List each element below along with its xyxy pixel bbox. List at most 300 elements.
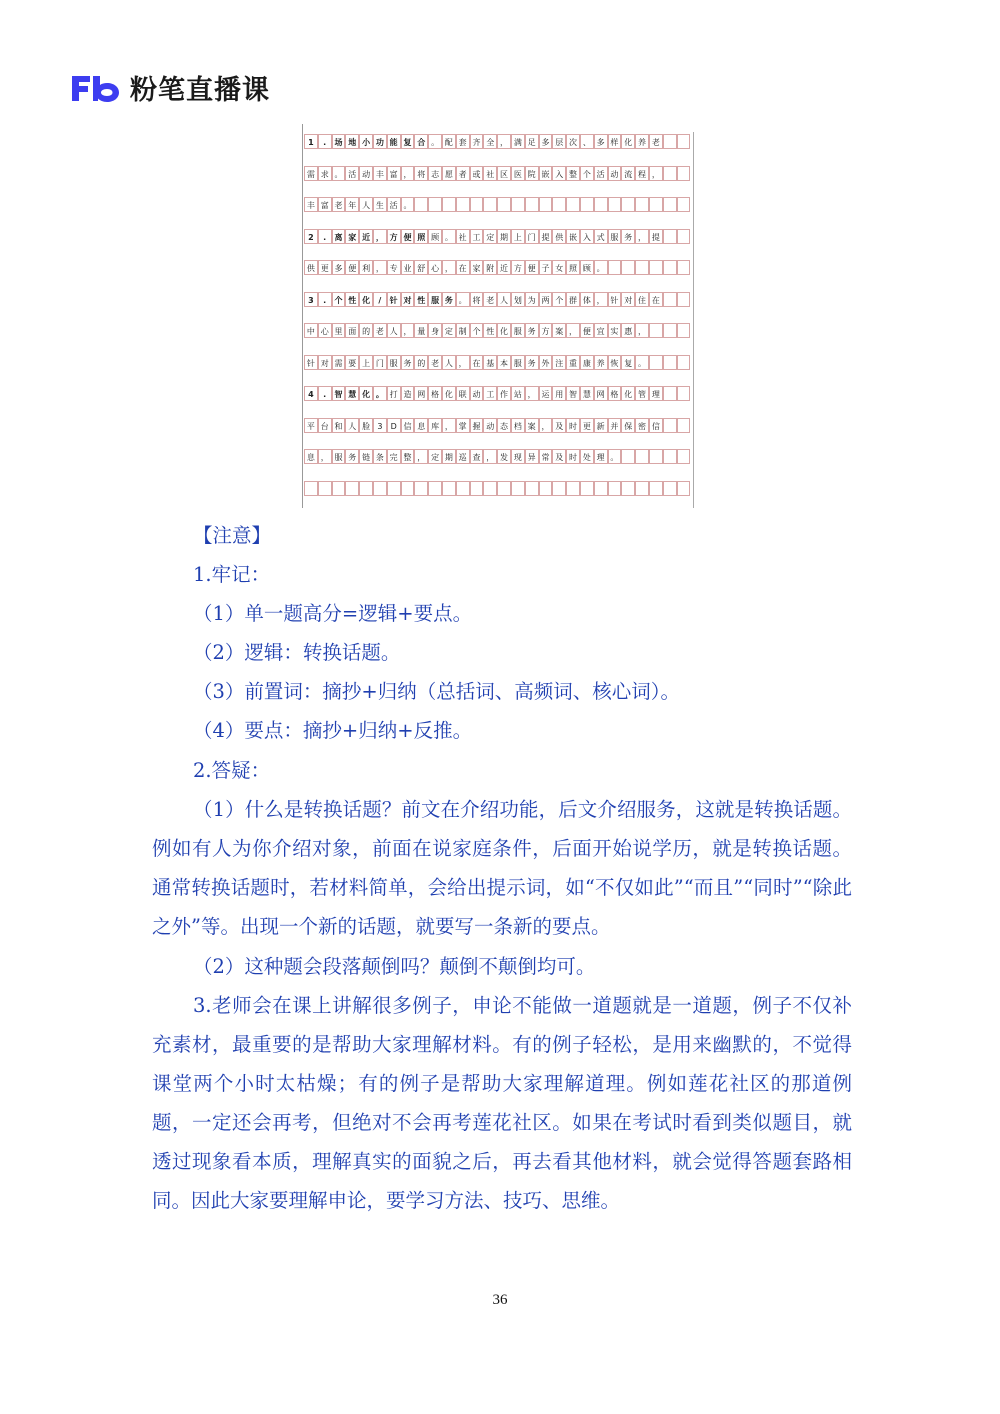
sheet-cell: 富 bbox=[387, 166, 401, 181]
sheet-cell: D bbox=[387, 418, 401, 433]
sheet-cell: 家 bbox=[345, 229, 359, 244]
sheet-cell bbox=[608, 481, 622, 496]
sheet-cell: 服 bbox=[608, 229, 622, 244]
sheet-cell: 需 bbox=[332, 355, 346, 370]
sheet-cell: 。 bbox=[428, 134, 442, 149]
sheet-cell bbox=[621, 260, 635, 275]
sheet-cell bbox=[663, 197, 677, 212]
sheet-cell: 保 bbox=[621, 418, 635, 433]
sheet-cell: 配 bbox=[442, 134, 456, 149]
sheet-cell: 化 bbox=[442, 386, 456, 401]
notes-title: 【注意】 bbox=[193, 524, 272, 547]
sheet-cell: 女 bbox=[552, 260, 566, 275]
sheet-cell: ， bbox=[401, 323, 415, 338]
sheet-cell bbox=[511, 481, 525, 496]
sheet-cell: 及 bbox=[552, 449, 566, 464]
sheet-cell bbox=[663, 386, 677, 401]
sheet-cell bbox=[677, 134, 691, 149]
sheet-row bbox=[304, 355, 692, 371]
sheet-cell: 性 bbox=[414, 292, 428, 307]
sheet-cell: 人 bbox=[345, 418, 359, 433]
sheet-cell: 务 bbox=[442, 292, 456, 307]
sheet-cell: 4 bbox=[304, 386, 318, 401]
sheet-cell: 心 bbox=[318, 323, 332, 338]
sheet-cell: 整 bbox=[566, 166, 580, 181]
sheet-cell bbox=[663, 323, 677, 338]
sheet-cell bbox=[663, 134, 677, 149]
sheet-cell: 老 bbox=[483, 292, 497, 307]
sheet-cell: 附 bbox=[483, 260, 497, 275]
sheet-cell: 信 bbox=[401, 418, 415, 433]
sheet-cell: 子 bbox=[539, 260, 553, 275]
sheet-cell: 智 bbox=[566, 386, 580, 401]
sheet-cell bbox=[677, 197, 691, 212]
sheet-cell: 里 bbox=[332, 323, 346, 338]
sheet-cell: 恢 bbox=[608, 355, 622, 370]
sheet-cell: 对 bbox=[401, 292, 415, 307]
sheet-cell: 个 bbox=[470, 323, 484, 338]
sheet-cell bbox=[387, 481, 401, 496]
sheet-cell bbox=[566, 197, 580, 212]
sheet-cell: 为 bbox=[525, 292, 539, 307]
sheet-cell: 。 bbox=[332, 166, 346, 181]
sheet-cell: 条 bbox=[373, 449, 387, 464]
sheet-cell: 求 bbox=[318, 166, 332, 181]
sheet-cell: 近 bbox=[359, 229, 373, 244]
sheet-cell: / bbox=[373, 292, 387, 307]
sheet-cell bbox=[621, 481, 635, 496]
sheet-cell bbox=[594, 197, 608, 212]
sheet-cell: 案 bbox=[552, 323, 566, 338]
sheet-cell: 息 bbox=[304, 449, 318, 464]
sheet-cell: 造 bbox=[401, 386, 415, 401]
sheet-left-border bbox=[302, 124, 303, 508]
sheet-cell: 活 bbox=[387, 197, 401, 212]
sheet-cell: 社 bbox=[483, 166, 497, 181]
sheet-cell: 制 bbox=[456, 323, 470, 338]
sheet-cell: 便 bbox=[525, 260, 539, 275]
sheet-cell: 小 bbox=[359, 134, 373, 149]
sheet-cell: 养 bbox=[594, 355, 608, 370]
sheet-cell: 身 bbox=[428, 323, 442, 338]
sheet-row bbox=[304, 386, 692, 402]
sheet-cell: 处 bbox=[580, 449, 594, 464]
sheet-cell: 台 bbox=[318, 418, 332, 433]
sheet-cell bbox=[483, 197, 497, 212]
sheet-cell: 复 bbox=[621, 355, 635, 370]
sheet-cell: 老 bbox=[332, 197, 346, 212]
sheet-cell: 整 bbox=[401, 449, 415, 464]
sheet-cell: 多 bbox=[332, 260, 346, 275]
sheet-cell: 的 bbox=[359, 323, 373, 338]
sheet-cell bbox=[649, 260, 663, 275]
sheet-cell: 提 bbox=[539, 229, 553, 244]
sheet-cell: 外 bbox=[539, 355, 553, 370]
sheet-cell: 愿 bbox=[442, 166, 456, 181]
sheet-cell: . bbox=[318, 292, 332, 307]
sheet-cell: 。 bbox=[456, 292, 470, 307]
sheet-cell: 复 bbox=[401, 134, 415, 149]
sheet-cell: 供 bbox=[304, 260, 318, 275]
sheet-cell: 地 bbox=[345, 134, 359, 149]
sheet-cell: 服 bbox=[387, 355, 401, 370]
sheet-cell: ， bbox=[635, 323, 649, 338]
sheet-cell: 巡 bbox=[456, 449, 470, 464]
sheet-cell: 针 bbox=[304, 355, 318, 370]
sheet-cell bbox=[594, 481, 608, 496]
sheet-cell bbox=[442, 481, 456, 496]
sheet-cell bbox=[608, 260, 622, 275]
sheet-cell: 联 bbox=[456, 386, 470, 401]
sheet-cell: 务 bbox=[345, 449, 359, 464]
sheet-cell bbox=[552, 481, 566, 496]
sheet-cell: 更 bbox=[318, 260, 332, 275]
sheet-cell: 3 bbox=[304, 292, 318, 307]
sheet-cell: 将 bbox=[470, 292, 484, 307]
sheet-cell: 现 bbox=[511, 449, 525, 464]
note-item-1-1: （1）单一题高分=逻辑+要点。 bbox=[193, 602, 473, 625]
sheet-cell bbox=[414, 481, 428, 496]
sheet-cell bbox=[428, 197, 442, 212]
sheet-cell: 样 bbox=[608, 134, 622, 149]
sheet-cell bbox=[649, 355, 663, 370]
sheet-cell: 心 bbox=[428, 260, 442, 275]
sheet-row bbox=[304, 481, 692, 497]
sheet-cell bbox=[649, 449, 663, 464]
sheet-cell: ， bbox=[594, 292, 608, 307]
sheet-cell: 3 bbox=[373, 418, 387, 433]
sheet-cell bbox=[663, 418, 677, 433]
sheet-cell: 2 bbox=[304, 229, 318, 244]
sheet-cell: 和 bbox=[332, 418, 346, 433]
sheet-cell: ， bbox=[318, 449, 332, 464]
sheet-cell: 满 bbox=[511, 134, 525, 149]
sheet-cell: 务 bbox=[525, 323, 539, 338]
sheet-cell: 个 bbox=[332, 292, 346, 307]
sheet-cell: 场 bbox=[332, 134, 346, 149]
sheet-row bbox=[304, 418, 692, 434]
sheet-cell bbox=[345, 481, 359, 496]
sheet-cell: ， bbox=[414, 449, 428, 464]
sheet-cell bbox=[442, 197, 456, 212]
sheet-cell bbox=[580, 481, 594, 496]
sheet-cell: 利 bbox=[359, 260, 373, 275]
sheet-cell: 康 bbox=[580, 355, 594, 370]
sheet-cell: 理 bbox=[594, 449, 608, 464]
sheet-cell: 在 bbox=[649, 292, 663, 307]
sheet-row bbox=[304, 166, 692, 182]
sheet-cell: 医 bbox=[511, 166, 525, 181]
note-item-1-3: （3）前置词：摘抄+归纳（总括词、高频词、核心词）。 bbox=[193, 680, 680, 703]
fenbi-logo-icon bbox=[70, 73, 122, 103]
sheet-cell: 式 bbox=[594, 229, 608, 244]
sheet-cell: 宜 bbox=[594, 323, 608, 338]
sheet-cell: 性 bbox=[483, 323, 497, 338]
sheet-cell: ， bbox=[566, 323, 580, 338]
sheet-cell: 方 bbox=[387, 229, 401, 244]
sheet-cell: 务 bbox=[525, 355, 539, 370]
sheet-cell: 方 bbox=[511, 260, 525, 275]
sheet-cell: 志 bbox=[428, 166, 442, 181]
sheet-cell: 。 bbox=[401, 197, 415, 212]
sheet-cell: 作 bbox=[497, 386, 511, 401]
sheet-cell: 便 bbox=[345, 260, 359, 275]
sheet-cell: 格 bbox=[428, 386, 442, 401]
sheet-cell: ， bbox=[635, 229, 649, 244]
sheet-cell: 动 bbox=[483, 418, 497, 433]
sheet-cell: 理 bbox=[649, 386, 663, 401]
sheet-cell: 库 bbox=[428, 418, 442, 433]
sheet-cell: 舒 bbox=[414, 260, 428, 275]
sheet-cell bbox=[621, 197, 635, 212]
sheet-cell bbox=[525, 481, 539, 496]
brand-logo bbox=[70, 68, 270, 107]
sheet-cell bbox=[663, 449, 677, 464]
note-item-2: 2.答疑： bbox=[193, 759, 271, 782]
sheet-cell: 老 bbox=[428, 355, 442, 370]
sheet-cell: 门 bbox=[525, 229, 539, 244]
note-item-1-2: （2）逻辑：转换话题。 bbox=[193, 641, 401, 664]
sheet-cell: 上 bbox=[359, 355, 373, 370]
sheet-cell: 性 bbox=[345, 292, 359, 307]
sheet-cell bbox=[456, 197, 470, 212]
sheet-cell: ， bbox=[373, 260, 387, 275]
sheet-right-border bbox=[693, 132, 694, 508]
sheet-cell: 功 bbox=[373, 134, 387, 149]
sheet-cell: ， bbox=[525, 386, 539, 401]
sheet-cell: 门 bbox=[373, 355, 387, 370]
sheet-cell: 专 bbox=[387, 260, 401, 275]
sheet-cell: 化 bbox=[359, 292, 373, 307]
sheet-cell: 多 bbox=[594, 134, 608, 149]
sheet-cell: . bbox=[318, 134, 332, 149]
sheet-row bbox=[304, 134, 692, 150]
sheet-cell: 人 bbox=[442, 355, 456, 370]
sheet-cell: 信 bbox=[649, 418, 663, 433]
sheet-cell: 针 bbox=[387, 292, 401, 307]
sheet-cell: 对 bbox=[318, 355, 332, 370]
sheet-cell bbox=[401, 481, 415, 496]
sheet-cell bbox=[470, 481, 484, 496]
sheet-cell bbox=[649, 323, 663, 338]
sheet-cell: 时 bbox=[566, 449, 580, 464]
sheet-cell bbox=[332, 481, 346, 496]
sheet-cell: 化 bbox=[359, 386, 373, 401]
sheet-cell: 院 bbox=[525, 166, 539, 181]
sheet-cell: 量 bbox=[414, 323, 428, 338]
sheet-cell: 时 bbox=[566, 418, 580, 433]
sheet-cell: ， bbox=[442, 418, 456, 433]
sheet-cell: 流 bbox=[621, 166, 635, 181]
sheet-cell: 工 bbox=[470, 229, 484, 244]
sheet-cell: 发 bbox=[497, 449, 511, 464]
sheet-cell: 网 bbox=[414, 386, 428, 401]
sheet-cell: 动 bbox=[359, 166, 373, 181]
sheet-cell bbox=[663, 481, 677, 496]
sheet-cell: 化 bbox=[497, 323, 511, 338]
sheet-cell: 网 bbox=[594, 386, 608, 401]
sheet-cell: 入 bbox=[580, 229, 594, 244]
sheet-cell: 嵌 bbox=[566, 229, 580, 244]
sheet-cell bbox=[304, 481, 318, 496]
sheet-cell bbox=[539, 481, 553, 496]
sheet-cell bbox=[511, 197, 525, 212]
sheet-cell bbox=[483, 481, 497, 496]
sheet-cell: 能 bbox=[387, 134, 401, 149]
sheet-cell: 重 bbox=[566, 355, 580, 370]
sheet-cell: 本 bbox=[497, 355, 511, 370]
sheet-cell: 供 bbox=[552, 229, 566, 244]
sheet-cell: 慧 bbox=[580, 386, 594, 401]
sheet-cell: 多 bbox=[539, 134, 553, 149]
sheet-cell: 生 bbox=[373, 197, 387, 212]
sheet-cell: 链 bbox=[359, 449, 373, 464]
sheet-cell: 个 bbox=[580, 166, 594, 181]
sheet-cell: 个 bbox=[552, 292, 566, 307]
sheet-cell bbox=[580, 197, 594, 212]
sheet-cell: 群 bbox=[566, 292, 580, 307]
sheet-cell: 上 bbox=[511, 229, 525, 244]
sheet-cell bbox=[318, 481, 332, 496]
sheet-cell: 平 bbox=[304, 418, 318, 433]
sheet-cell: 便 bbox=[580, 323, 594, 338]
sheet-cell bbox=[677, 166, 691, 181]
sheet-cell: ， bbox=[373, 229, 387, 244]
sheet-cell: 活 bbox=[345, 166, 359, 181]
note-item-2-1: （1）什么是转换话题？前文在介绍功能，后文介绍服务，这就是转换话题。例如有人为你介绍对象，前面在说家庭条件，后面开始说学历，就是转换话题。通常转换话题时，若材料简单，会给出提示词，如“不仅如此”“而且”“同时”“除此之外”等。出现一个新的话题，就要写一条新的要点。 bbox=[152, 798, 852, 938]
sheet-cell: 惠 bbox=[621, 323, 635, 338]
sheet-cell: 面 bbox=[345, 323, 359, 338]
sheet-cell: 或 bbox=[470, 166, 484, 181]
sheet-cell: 格 bbox=[608, 386, 622, 401]
sheet-cell: 智 bbox=[332, 386, 346, 401]
sheet-cell: 人 bbox=[387, 323, 401, 338]
sheet-cell: ， bbox=[649, 166, 663, 181]
sheet-cell: 离 bbox=[332, 229, 346, 244]
sheet-cell: ， bbox=[442, 260, 456, 275]
sheet-cell: 顾 bbox=[580, 260, 594, 275]
sheet-cell: 异 bbox=[525, 449, 539, 464]
sheet-cell: 次 bbox=[566, 134, 580, 149]
sheet-cell: 。 bbox=[594, 260, 608, 275]
sheet-cell: 站 bbox=[511, 386, 525, 401]
sheet-cell bbox=[635, 449, 649, 464]
sheet-cell: 提 bbox=[649, 229, 663, 244]
sheet-cell bbox=[663, 229, 677, 244]
sheet-row bbox=[304, 197, 692, 213]
sheet-cell: 活 bbox=[594, 166, 608, 181]
sheet-cell: 常 bbox=[539, 449, 553, 464]
sheet-cell: 打 bbox=[387, 386, 401, 401]
sheet-cell: 对 bbox=[621, 292, 635, 307]
sheet-cell bbox=[663, 292, 677, 307]
sheet-cell bbox=[414, 197, 428, 212]
sheet-cell bbox=[649, 481, 663, 496]
sheet-cell bbox=[677, 355, 691, 370]
sheet-cell bbox=[677, 386, 691, 401]
sheet-cell: 近 bbox=[497, 260, 511, 275]
sheet-cell bbox=[552, 197, 566, 212]
sheet-cell: 定 bbox=[483, 229, 497, 244]
sheet-cell: 服 bbox=[332, 449, 346, 464]
sheet-cell: 完 bbox=[387, 449, 401, 464]
sheet-cell: 业 bbox=[401, 260, 415, 275]
sheet-cell: 用 bbox=[552, 386, 566, 401]
sheet-cell: 区 bbox=[497, 166, 511, 181]
note-item-1: 1.牢记： bbox=[193, 563, 271, 586]
sheet-cell: 化 bbox=[621, 386, 635, 401]
sheet-cell: 新 bbox=[594, 418, 608, 433]
sheet-cell bbox=[635, 481, 649, 496]
sheet-cell bbox=[608, 197, 622, 212]
sheet-cell bbox=[525, 197, 539, 212]
sheet-cell bbox=[497, 481, 511, 496]
sheet-row bbox=[304, 449, 692, 465]
sheet-cell: 需 bbox=[304, 166, 318, 181]
sheet-cell bbox=[677, 418, 691, 433]
note-item-1-4: （4）要点：摘抄+归纳+反推。 bbox=[193, 719, 473, 742]
sheet-cell: 更 bbox=[580, 418, 594, 433]
sheet-cell: 年 bbox=[345, 197, 359, 212]
sheet-cell: 定 bbox=[428, 449, 442, 464]
sheet-cell: 掌 bbox=[456, 418, 470, 433]
sheet-cell: ， bbox=[483, 449, 497, 464]
sheet-cell: . bbox=[318, 229, 332, 244]
sheet-cell bbox=[359, 481, 373, 496]
sheet-cell bbox=[470, 197, 484, 212]
sheet-cell: 服 bbox=[511, 323, 525, 338]
sheet-cell: 案 bbox=[525, 418, 539, 433]
sheet-cell: 服 bbox=[428, 292, 442, 307]
sheet-cell: 运 bbox=[539, 386, 553, 401]
answer-sheet-image bbox=[302, 124, 694, 508]
sheet-cell bbox=[677, 292, 691, 307]
sheet-cell: 管 bbox=[635, 386, 649, 401]
sheet-cell: 务 bbox=[621, 229, 635, 244]
sheet-cell: 。 bbox=[608, 449, 622, 464]
sheet-row bbox=[304, 229, 692, 245]
sheet-cell: 脸 bbox=[359, 418, 373, 433]
sheet-cell: ， bbox=[497, 134, 511, 149]
sheet-cell: 住 bbox=[635, 292, 649, 307]
sheet-cell: 老 bbox=[373, 323, 387, 338]
sheet-cell: 握 bbox=[470, 418, 484, 433]
sheet-cell: 养 bbox=[635, 134, 649, 149]
sheet-cell: ， bbox=[401, 166, 415, 181]
sheet-cell: 服 bbox=[511, 355, 525, 370]
note-item-3: 3.老师会在课上讲解很多例子，申论不能做一道题就是一道题，例子不仅补充素材，最重要的是帮助大家理解材料。有的例子轻松，是用来幽默的，不觉得课堂两个小时太枯燥；有的例子是帮助大家理解道理。例如莲花社区的那道例题，一定还会再考，但绝对不会再考莲花社区。如果在考试时看到类似题目，就透过现象看本质，理解真实的面貌之后，再去看其他材料，就会觉得答题套路相同。因此大家要理解申论，要学习方法、技巧、思维。 bbox=[152, 994, 852, 1212]
sheet-cell: 。 bbox=[442, 229, 456, 244]
sheet-cell bbox=[677, 260, 691, 275]
sheet-cell: 体 bbox=[580, 292, 594, 307]
sheet-cell: 社 bbox=[456, 229, 470, 244]
sheet-row bbox=[304, 323, 692, 339]
sheet-cell: 实 bbox=[608, 323, 622, 338]
sheet-cell: ， bbox=[539, 418, 553, 433]
sheet-cell bbox=[677, 481, 691, 496]
sheet-cell: 态 bbox=[497, 418, 511, 433]
sheet-cell: 人 bbox=[359, 197, 373, 212]
sheet-cell: 务 bbox=[401, 355, 415, 370]
sheet-cell: 顾 bbox=[428, 229, 442, 244]
sheet-cell: 便 bbox=[401, 229, 415, 244]
sheet-cell: 富 bbox=[318, 197, 332, 212]
sheet-cell bbox=[677, 229, 691, 244]
sheet-cell: 密 bbox=[635, 418, 649, 433]
sheet-cell bbox=[497, 197, 511, 212]
sheet-cell bbox=[677, 449, 691, 464]
sheet-cell: 全 bbox=[483, 134, 497, 149]
